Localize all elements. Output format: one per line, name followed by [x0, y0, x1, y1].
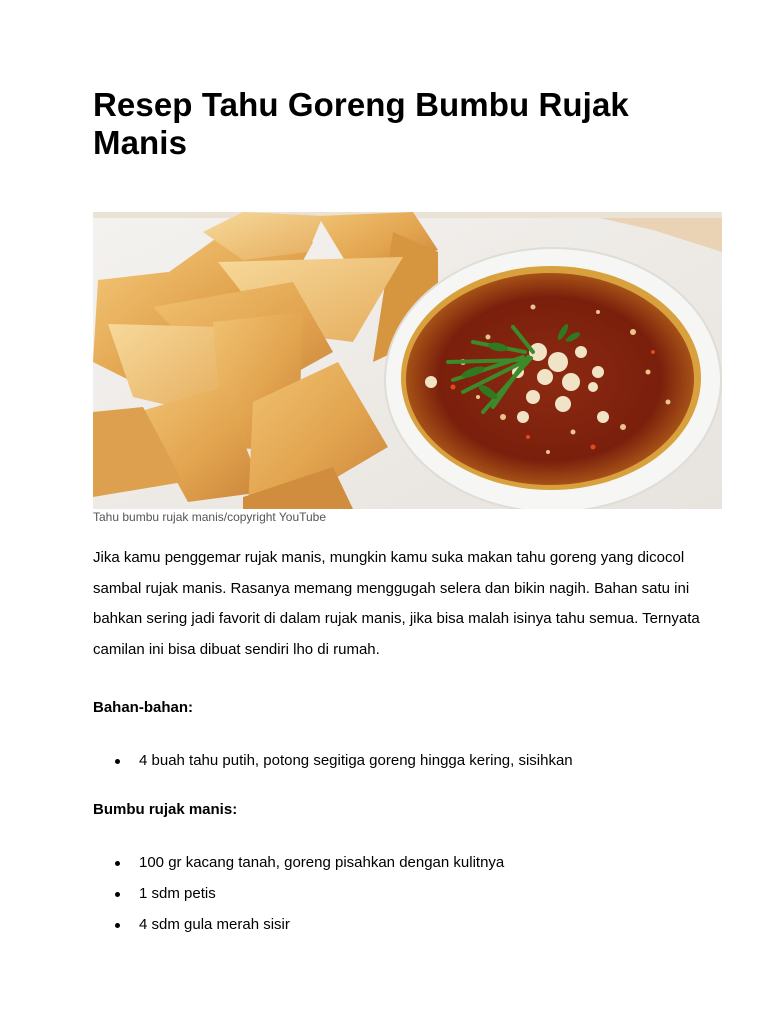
bullet-icon — [115, 759, 120, 764]
list-item — [93, 915, 504, 946]
list-item-text: 1 sdm petis — [139, 885, 216, 902]
list-item-text: 4 buah tahu putih, potong segitiga goreng hingga kering, sisihkan — [139, 752, 573, 769]
list-item-text: 4 sdm gula merah sisir — [139, 916, 290, 933]
seasoning-list — [93, 853, 504, 946]
food-photo — [93, 212, 722, 509]
ingredients-list — [93, 751, 573, 782]
seasoning-heading: Bumbu rujak manis: — [93, 801, 238, 818]
list-item-text: 100 gr kacang tanah, goreng pisahkan dengan kulitnya — [139, 854, 505, 871]
ingredients-heading: Bahan-bahan: — [93, 699, 194, 716]
image-caption: Tahu bumbu rujak manis/copyright YouTube — [93, 510, 327, 524]
bullet-icon — [115, 861, 120, 866]
list-item — [93, 853, 504, 884]
intro-paragraph: Jika kamu penggemar rujak manis, mungkin kamu suka makan tahu goreng yang dicocol sambal rujak manis. Rasanya memang menggugah selera dan bikin nagih. Bahan satu ini bahkan sering jadi favorit di dalam rujak manis, jika bisa malah isinya tahu semua. Ternyata camilan ini bisa dibuat sendiri lho di rumah. — [93, 549, 700, 658]
article-title: Resep Tahu Goreng Bumbu Rujak Manis — [93, 86, 629, 161]
bullet-icon — [115, 892, 120, 897]
list-item — [93, 751, 573, 782]
bullet-icon — [115, 923, 120, 928]
list-item — [93, 884, 504, 915]
